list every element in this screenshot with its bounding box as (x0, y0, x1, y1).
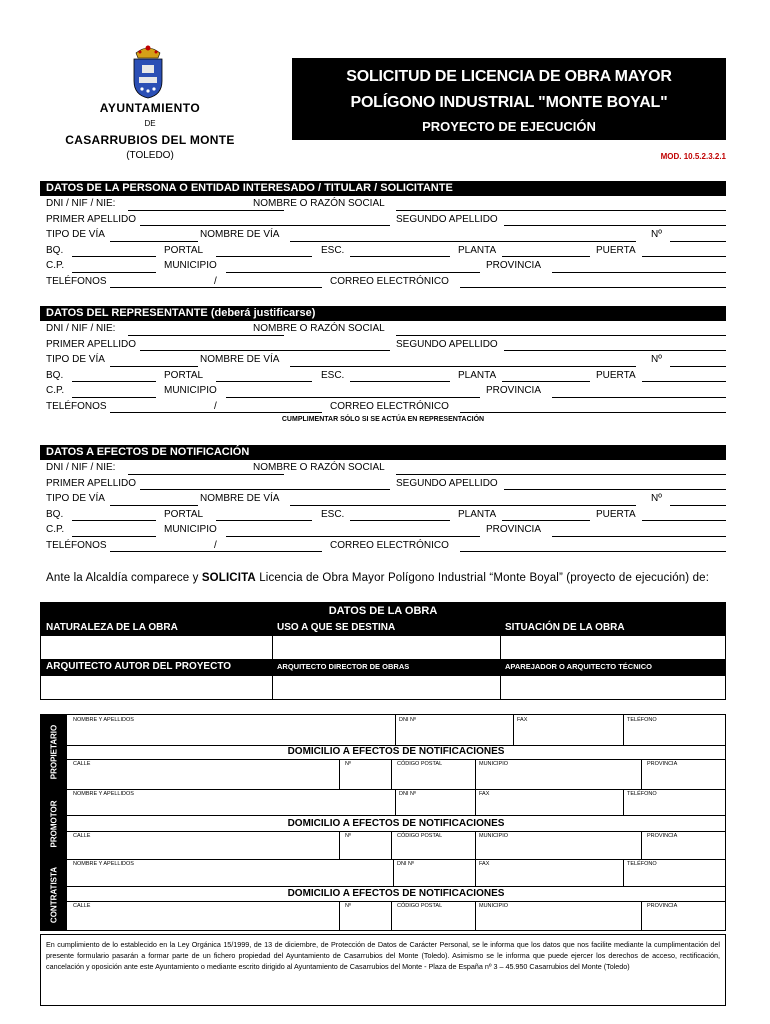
arquitecto-autor-label: ARQUITECTO AUTOR DEL PROYECTO (46, 661, 232, 672)
tipo-via-input[interactable] (110, 505, 198, 506)
divider (641, 831, 642, 859)
planta-label: PLANTA (458, 508, 497, 520)
portal-label: PORTAL (164, 508, 204, 520)
provincia-label: PROVINCIA (647, 903, 678, 909)
propietario-label: PROPIETARIO (49, 724, 59, 780)
divider (475, 759, 476, 789)
cp-input[interactable] (72, 536, 156, 537)
uso-label: USO A QUE SE DESTINA (277, 622, 396, 633)
bq-label: BQ. (46, 244, 64, 256)
aparejador-label: APAREJADOR O ARQUITECTO TÉCNICO (505, 662, 652, 671)
divider (475, 901, 476, 930)
provincia-name: (TOLEDO) (126, 150, 174, 161)
puerta-label: PUERTA (596, 244, 636, 256)
cp-label: C.P. (46, 524, 65, 535)
divider (641, 901, 642, 930)
primer-apellido-label: PRIMER APELLIDO (46, 477, 137, 489)
planta-label: PLANTA (458, 244, 497, 256)
bq-input[interactable] (72, 520, 156, 521)
portal-input[interactable] (216, 381, 312, 382)
provincia-label: PROVINCIA (647, 761, 678, 767)
bq-input[interactable] (72, 381, 156, 382)
dni-label: DNI / NIF / NIE: (46, 462, 116, 473)
segundo-apellido-input[interactable] (504, 225, 726, 226)
provincia-input[interactable] (552, 272, 726, 273)
municipio-label: MUNICIPIO (479, 761, 509, 767)
dni-label: DNI / NIF / NIE: (46, 198, 116, 209)
divider (623, 789, 624, 815)
municipio-input[interactable] (226, 397, 480, 398)
model-code: MOD. 10.5.2.3.2.1 (660, 152, 726, 161)
section-notificacion-title: DATOS A EFECTOS DE NOTIFICACIÓN (40, 445, 726, 460)
tipo-via-label: TIPO DE VÍA (46, 493, 105, 504)
divider (393, 859, 394, 886)
primer-apellido-input[interactable] (140, 225, 390, 226)
naturaleza-label: NATURALEZA DE LA OBRA (46, 622, 178, 633)
solicitud-intro (46, 571, 726, 586)
numero-label: Nº (345, 761, 351, 767)
municipio-label: MUNICIPIO (164, 385, 217, 396)
municipio-label: MUNICIPIO (479, 903, 509, 909)
telefonos-separator: / (214, 275, 217, 287)
telefonos-input[interactable] (110, 412, 322, 413)
nombre-razon-label: NOMBRE O RAZÓN SOCIAL (253, 462, 385, 473)
provincia-input[interactable] (552, 397, 726, 398)
section-interesado-title: DATOS DE LA PERSONA O ENTIDAD INTERESADO / TITULAR / SOLICITANTE (40, 181, 726, 196)
correo-input[interactable] (460, 551, 726, 552)
esc-input[interactable] (350, 256, 450, 257)
divider (641, 759, 642, 789)
divider (391, 759, 392, 789)
nombre-via-label: NOMBRE DE VÍA (200, 229, 280, 240)
esc-label: ESC. (321, 508, 345, 520)
segundo-apellido-label: SEGUNDO APELLIDO (396, 338, 498, 350)
arquitecto-director-input[interactable] (273, 676, 501, 699)
correo-input[interactable] (460, 412, 726, 413)
obra-row2 (41, 675, 725, 699)
intro-before: Ante la Alcaldía comparece y (46, 572, 202, 584)
divider (513, 715, 514, 745)
telefonos-label: TELÉFONOS (46, 539, 107, 551)
numero-label: Nº (345, 903, 351, 909)
section-representante (40, 306, 726, 423)
nombre-via-input[interactable] (290, 366, 636, 367)
naturaleza-input[interactable] (41, 636, 273, 659)
arquitecto-autor-input[interactable] (41, 676, 273, 699)
primer-apellido-label: PRIMER APELLIDO (46, 338, 137, 350)
nombre-razon-label: NOMBRE O RAZÓN SOCIAL (253, 323, 385, 334)
contratista-band (41, 859, 67, 930)
promotor-label: PROMOTOR (49, 800, 59, 848)
aparejador-input[interactable] (501, 676, 725, 699)
ayuntamiento-label: AYUNTAMIENTO (99, 101, 201, 115)
calle-label: CALLE (73, 903, 91, 909)
planta-input[interactable] (502, 381, 590, 382)
puerta-label: PUERTA (596, 369, 636, 381)
nombre-apellidos-label: NOMBRE Y APELLIDOS (73, 791, 134, 797)
divider (475, 831, 476, 859)
divider (623, 859, 624, 886)
primer-apellido-input[interactable] (140, 350, 390, 351)
uso-input[interactable] (273, 636, 501, 659)
bq-label: BQ. (46, 508, 64, 520)
promotor-group (67, 789, 725, 859)
primer-apellido-label: PRIMER APELLIDO (46, 213, 137, 225)
numero-input[interactable] (670, 505, 726, 506)
divider (67, 759, 725, 760)
municipio-input[interactable] (226, 272, 480, 273)
intro-after: Licencia de Obra Mayor Polígono Industrial “Monte Boyal” (proyecto de ejecución) de: (255, 572, 710, 584)
divider (391, 901, 392, 930)
telefonos-separator: / (214, 539, 217, 551)
form-title-line3: PROYECTO DE EJECUCIÓN (422, 119, 596, 134)
provincia-label: PROVINCIA (486, 260, 542, 271)
telefonos-separator: / (214, 400, 217, 412)
segundo-apellido-input[interactable] (504, 350, 726, 351)
correo-label: CORREO ELECTRÓNICO (330, 539, 449, 551)
situacion-input[interactable] (501, 636, 725, 659)
municipio-label: MUNICIPIO (479, 833, 509, 839)
nombre-via-label: NOMBRE DE VÍA (200, 354, 280, 365)
datos-obra-table (40, 602, 726, 700)
puerta-input[interactable] (642, 381, 726, 382)
contratista-group (67, 859, 725, 930)
telefonos-input[interactable] (110, 551, 322, 552)
divider (391, 831, 392, 859)
puerta-input[interactable] (642, 520, 726, 521)
divider (395, 715, 396, 745)
obra-header2 (41, 659, 725, 675)
planta-label: PLANTA (458, 369, 497, 381)
numero-label: Nº (651, 229, 662, 240)
dni-label: DNI / NIF / NIE: (46, 323, 116, 334)
numero-input[interactable] (670, 366, 726, 367)
correo-input[interactable] (460, 287, 726, 288)
municipio-input[interactable] (226, 536, 480, 537)
municipio-name: CASARRUBIOS DEL MONTE (65, 133, 235, 147)
numero-label: Nº (345, 833, 351, 839)
municipio-label: MUNICIPIO (164, 524, 217, 535)
nombre-razon-input[interactable] (396, 474, 726, 475)
domicilio-title: DOMICILIO A EFECTOS DE NOTIFICACIONES (287, 746, 505, 757)
puerta-input[interactable] (642, 256, 726, 257)
esc-input[interactable] (350, 520, 450, 521)
planta-input[interactable] (502, 520, 590, 521)
fax-label: FAX (517, 717, 528, 723)
cp-label: C.P. (46, 260, 65, 271)
cp-input[interactable] (72, 272, 156, 273)
representante-note: CUMPLIMENTAR SÓLO SI SE ACTÚA EN REPRESENTACIÓN (281, 416, 485, 423)
intro-solicita: SOLICITA (201, 572, 256, 584)
nombre-razon-input[interactable] (396, 335, 726, 336)
section-representante-title: DATOS DEL REPRESENTANTE (deberá justificarse) (40, 306, 726, 321)
domicilio-title: DOMICILIO A EFECTOS DE NOTIFICACIONES (287, 818, 505, 829)
telefonos-label: TELÉFONOS (46, 400, 107, 412)
divider (67, 831, 725, 832)
nombre-via-input[interactable] (290, 241, 636, 242)
nombre-apellidos-label: NOMBRE Y APELLIDOS (73, 861, 134, 867)
codigo-postal-label: CÓDIGO POSTAL (397, 903, 443, 909)
persons-block (40, 714, 726, 931)
form-title-line1: SOLICITUD DE LICENCIA DE OBRA MAYOR (346, 68, 672, 85)
divider (395, 789, 396, 815)
obra-row1 (41, 635, 725, 659)
section-interesado (40, 181, 726, 289)
dni-label: DNI Nº (399, 717, 416, 723)
ayuntamiento-de-label: DE (144, 119, 156, 128)
portal-input[interactable] (216, 520, 312, 521)
provincia-label: PROVINCIA (486, 385, 542, 396)
telefono-label: TELÉFONO (627, 717, 657, 723)
numero-input[interactable] (670, 241, 726, 242)
planta-input[interactable] (502, 256, 590, 257)
telefonos-input[interactable] (110, 287, 322, 288)
calle-label: CALLE (73, 761, 91, 767)
form-title-line2: POLÍGONO INDUSTRIAL "MONTE BOYAL" (350, 94, 668, 111)
divider (475, 859, 476, 886)
bq-label: BQ. (46, 369, 64, 381)
tipo-via-label: TIPO DE VÍA (46, 229, 105, 240)
divider (623, 715, 624, 745)
obra-title: DATOS DE LA OBRA (328, 605, 438, 617)
promotor-band (41, 789, 67, 859)
divider (67, 901, 725, 902)
dni-input[interactable] (128, 335, 284, 336)
divider (339, 901, 340, 930)
obra-header (41, 603, 725, 635)
codigo-postal-label: CÓDIGO POSTAL (397, 833, 443, 839)
contratista-label: CONTRATISTA (49, 866, 59, 923)
section-notificacion (40, 445, 726, 553)
bq-input[interactable] (72, 256, 156, 257)
tipo-via-input[interactable] (110, 366, 198, 367)
nombre-via-input[interactable] (290, 505, 636, 506)
fax-label: FAX (479, 791, 490, 797)
correo-label: CORREO ELECTRÓNICO (330, 275, 449, 287)
municipio-label: MUNICIPIO (164, 260, 217, 271)
nombre-razon-label: NOMBRE O RAZÓN SOCIAL (253, 198, 385, 209)
dni-input[interactable] (128, 474, 284, 475)
divider (339, 831, 340, 859)
tipo-via-label: TIPO DE VÍA (46, 354, 105, 365)
tipo-via-input[interactable] (110, 241, 198, 242)
provincia-label: PROVINCIA (486, 524, 542, 535)
esc-label: ESC. (321, 244, 345, 256)
divider (475, 789, 476, 815)
arquitecto-director-label: ARQUITECTO DIRECTOR DE OBRAS (277, 662, 410, 671)
dni-label: DNI Nº (397, 861, 414, 867)
segundo-apellido-label: SEGUNDO APELLIDO (396, 213, 498, 225)
divider (339, 759, 340, 789)
portal-label: PORTAL (164, 369, 204, 381)
telefonos-label: TELÉFONOS (46, 275, 107, 287)
esc-input[interactable] (350, 381, 450, 382)
segundo-apellido-label: SEGUNDO APELLIDO (396, 477, 498, 489)
numero-label: Nº (651, 354, 662, 365)
dni-input[interactable] (128, 210, 284, 211)
telefono-label: TELÉFONO (627, 791, 657, 797)
privacy-footer: En cumplimiento de lo establecido en la Ley Orgánica 15/1999, de 13 de diciembre, de Protección de Datos de Carácter Personal, se le informa que los datos que nos facilite mediante la cumplimentación del presente formulario pasarán a formar parte de un fichero propiedad del Ayuntamiento de Casarrubios del Monte (Toledo). Asimismo se le informa que puede ejercer los derechos de acceso, rectificación, cancelación y oposición ante este Ayuntamiento o mediante escrito dirigido al Ayuntamiento de Casarrubios del Monte - Plaza de España nº 3 – 45.950 Casarrubios del Monte (Toledo) (40, 934, 726, 1006)
cp-input[interactable] (72, 397, 156, 398)
portal-input[interactable] (216, 256, 312, 257)
cp-label: C.P. (46, 385, 65, 396)
codigo-postal-label: CÓDIGO POSTAL (397, 761, 443, 767)
situacion-label: SITUACIÓN DE LA OBRA (505, 622, 625, 633)
nombre-apellidos-label: NOMBRE Y APELLIDOS (73, 717, 134, 723)
coat-of-arms-icon (128, 43, 168, 99)
provincia-label: PROVINCIA (647, 833, 678, 839)
nombre-via-label: NOMBRE DE VÍA (200, 493, 280, 504)
dni-label: DNI Nº (399, 791, 416, 797)
divider (67, 815, 725, 816)
portal-label: PORTAL (164, 244, 204, 256)
segundo-apellido-input[interactable] (504, 489, 726, 490)
primer-apellido-input[interactable] (140, 489, 390, 490)
puerta-label: PUERTA (596, 508, 636, 520)
numero-label: Nº (651, 493, 662, 504)
provincia-input[interactable] (552, 536, 726, 537)
nombre-razon-input[interactable] (396, 210, 726, 211)
propietario-group (67, 715, 725, 789)
domicilio-title: DOMICILIO A EFECTOS DE NOTIFICACIONES (287, 888, 505, 899)
correo-label: CORREO ELECTRÓNICO (330, 400, 449, 412)
form-title-box (292, 58, 726, 140)
telefono-label: TELÉFONO (627, 861, 657, 867)
divider (67, 886, 725, 887)
fax-label: FAX (479, 861, 490, 867)
calle-label: CALLE (73, 833, 91, 839)
propietario-band (41, 715, 67, 789)
esc-label: ESC. (321, 369, 345, 381)
